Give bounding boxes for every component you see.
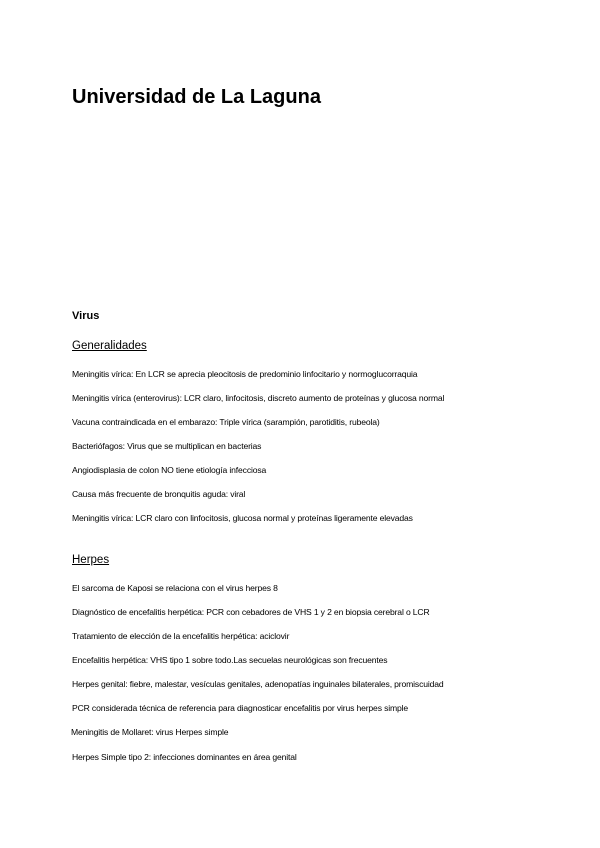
- list-item: El sarcoma de Kaposi se relaciona con el virus herpes 8: [72, 583, 278, 593]
- list-item: Causa más frecuente de bronquitis aguda: viral: [72, 489, 246, 499]
- list-item: Herpes genital: fiebre, malestar, vesículas genitales, adenopatías inguinales bilaterales, promiscuidad: [72, 679, 444, 689]
- list-item: Meningitis vírica: LCR claro con linfocitosis, glucosa normal y proteínas ligeramente elevadas: [72, 513, 413, 523]
- list-item: Herpes Simple tipo 2: infecciones dominantes en área genital: [72, 752, 297, 762]
- list-item: Diagnóstico de encefalitis herpética: PCR con cebadores de VHS 1 y 2 en biopsia cerebral o LCR: [72, 607, 430, 617]
- list-item: Meningitis vírica: En LCR se aprecia pleocitosis de predominio linfocitario y normoglucorraquia: [72, 369, 418, 379]
- document-title: Universidad de La Laguna: [72, 86, 321, 108]
- subsection-heading-generalidades: Generalidades: [72, 340, 147, 352]
- list-item: Angiodisplasia de colon NO tiene etiología infecciosa: [72, 465, 267, 475]
- section-heading-virus: Virus: [72, 310, 100, 322]
- list-item: Encefalitis herpética: VHS tipo 1 sobre todo.Las secuelas neurológicas son frecuentes: [72, 655, 388, 665]
- list-item: PCR considerada técnica de referencia para diagnosticar encefalitis por virus herpes simple: [72, 703, 409, 713]
- subsection-heading-herpes: Herpes: [72, 554, 110, 566]
- list-item: Tratamiento de elección de la encefalitis herpética: aciclovir: [72, 631, 290, 641]
- list-item: Meningitis de Mollaret: virus Herpes simple: [71, 727, 229, 737]
- list-item: Bacteriófagos: Virus que se multiplican en bacterias: [72, 441, 262, 451]
- list-item: Meningitis vírica (enterovirus): LCR claro, linfocitosis, discreto aumento de proteínas y glucosa normal: [72, 393, 445, 403]
- list-item: Vacuna contraindicada en el embarazo: Triple vírica (sarampión, parotiditis, rubeola): [72, 417, 380, 427]
